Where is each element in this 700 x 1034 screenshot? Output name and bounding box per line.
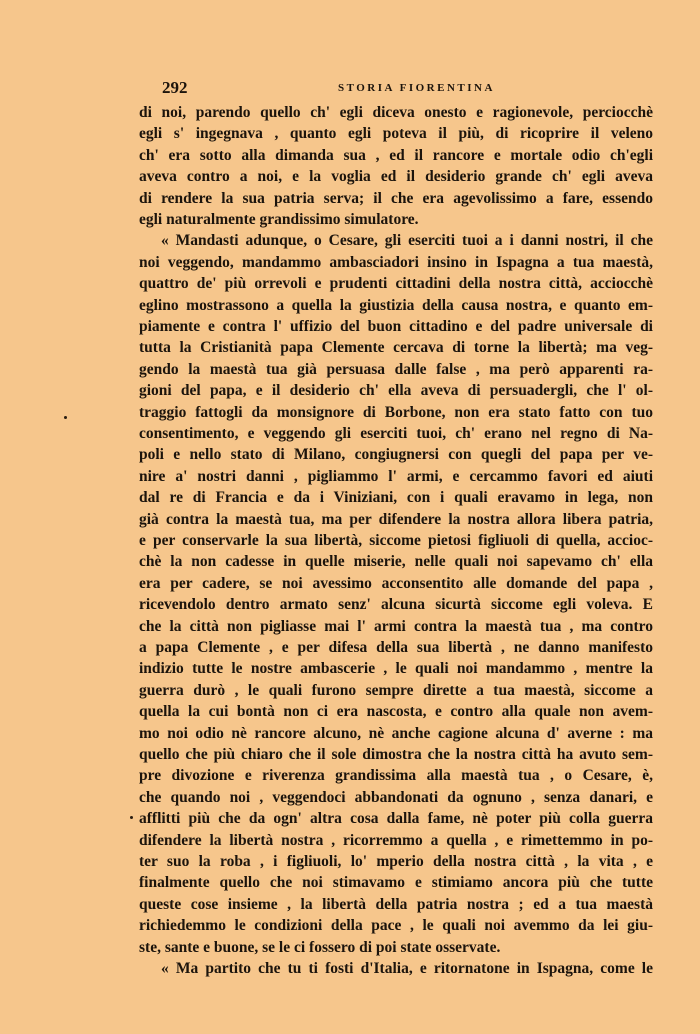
text-line: indizio tutte le nostre ambascerie , le quali noi mandammo , mentre la <box>139 660 653 677</box>
text-line: guerra durò , le quali furono sempre dirette a tua maestà, siccome a <box>139 682 653 699</box>
text-line: egli naturalmente grandissimo simulatore. <box>139 211 419 228</box>
text-line: di rendere la sua patria serva; il che era agevolissimo a fare, essendo <box>139 190 653 207</box>
text-line: ste, sante e buone, se le ci fossero di poi state osservate. <box>139 939 501 956</box>
text-line: egli s' ingegnava , quanto egli poteva il più, di ricoprire il veleno <box>139 125 653 142</box>
text-line: quattro de' più orrevoli e prudenti cittadini della nostra città, acciocchè <box>139 275 653 292</box>
text-line: chè la non cadesse in quelle miserie, nelle quali noi sapevamo ch' ella <box>139 553 653 570</box>
text-line: ter suo la roba , i figliuoli, lo' mperio della nostra città , la vita , e <box>139 853 653 870</box>
text-line: era per cadere, se noi avessimo acconsentito alle domande del papa , <box>139 575 653 592</box>
text-line: nire a' nostri danni , pigliammo l' armi, e cercammo favori ed aiuti <box>139 468 653 485</box>
running-title: STORIA FIORENTINA <box>338 82 495 94</box>
text-line: « Mandasti adunque, o Cesare, gli eserciti tuoi a i danni nostri, il che <box>161 232 653 249</box>
text-line: gioni del papa, e il desiderio ch' ella aveva di persuadergli, che l' ol- <box>139 382 653 399</box>
page-header <box>0 78 700 100</box>
text-line: consentimento, e veggendo gli eserciti tuoi, ch' erano nel regno di Na- <box>139 425 653 442</box>
text-line: quella la cui bontà non ci era nascosta, e contro alla quale non avem- <box>139 703 653 720</box>
text-line: noi veggendo, mandammo ambasciadori insino in Ispagna a tua maestà, <box>139 254 653 271</box>
text-line: di noi, parendo quello ch' egli diceva onesto e ragionevole, perciocchè <box>139 104 653 121</box>
text-line: gendo la maestà tua già persuasa dalle false , ma però apparenti ra- <box>139 361 653 378</box>
page-number: 292 <box>162 78 188 97</box>
text-line: afflitti più che da ogn' altra cosa dalla fame, nè poter più colla guerra <box>139 810 653 827</box>
text-line: « Ma partito che tu ti fosti d'Italia, e ritornatone in Ispagna, come le <box>161 960 653 977</box>
text-line: eglino mostrassono a quella la giustizia della causa nostra, e quanto em- <box>139 297 653 314</box>
text-line: tutta la Cristianità papa Clemente cercava di torne la libertà; ma veg- <box>139 339 653 356</box>
text-line: che la città non pigliasse mai l' armi contra la maestà tua , ma contro <box>139 618 653 635</box>
text-line: difendere la libertà nostra , ricorremmo a quella , e rimettemmo in po- <box>139 832 653 849</box>
text-line: dal re di Francia e da i Viniziani, con i quali eravamo in lega, non <box>139 489 653 506</box>
text-line: poli e nello stato di Milano, congiugnersi con quegli del papa per ve- <box>139 446 653 463</box>
text-line: traggio fattogli da monsignore di Borbone, non era stato fatto con tuo <box>139 404 653 421</box>
text-line: ch' era sotto alla dimanda sua , ed il rancore e mortale odio ch'egli <box>139 147 653 164</box>
text-line: piamente e contra l' uffizio del buon cittadino e del padre universale di <box>139 318 653 335</box>
text-line: e per conservarle la sua libertà, siccome pietosi figliuoli di quella, accioc- <box>139 532 653 549</box>
text-line: quello che più chiaro che il sole dimostra che la nostra città ha avuto sem- <box>139 746 653 763</box>
text-line: queste cose insieme , la libertà della patria nostra ; ed a tua maestà <box>139 896 653 913</box>
text-line: già contra la maestà tua, ma per difendere la nostra allora libera patria, <box>139 511 653 528</box>
text-line: che quando noi , veggendoci abbandonati da ognuno , senza danari, e <box>139 789 653 806</box>
text-line: mo noi odio nè rancore alcuno, nè anche cagione alcuna d' averne : ma <box>139 725 653 742</box>
text-line: finalmente quello che noi stimavamo e stimiamo ancora più che tutte <box>139 874 653 891</box>
text-line: aveva contro a noi, e la voglia ed il desiderio grande ch' egli aveva <box>139 168 653 185</box>
margin-mark <box>64 416 67 419</box>
text-line: richiedemmo le condizioni della pace , le quali noi avemmo da lei giu- <box>139 917 653 934</box>
text-line: ricevendolo dentro armato senz' alcuna sicurtà siccome egli voleva. E <box>139 596 653 613</box>
text-line: a papa Clemente , e per difesa della sua libertà , ne danno manifesto <box>139 639 653 656</box>
text-line: pre divozione e riverenza grandissima alla maestà tua , o Cesare, è, <box>139 767 653 784</box>
margin-mark <box>130 816 133 819</box>
